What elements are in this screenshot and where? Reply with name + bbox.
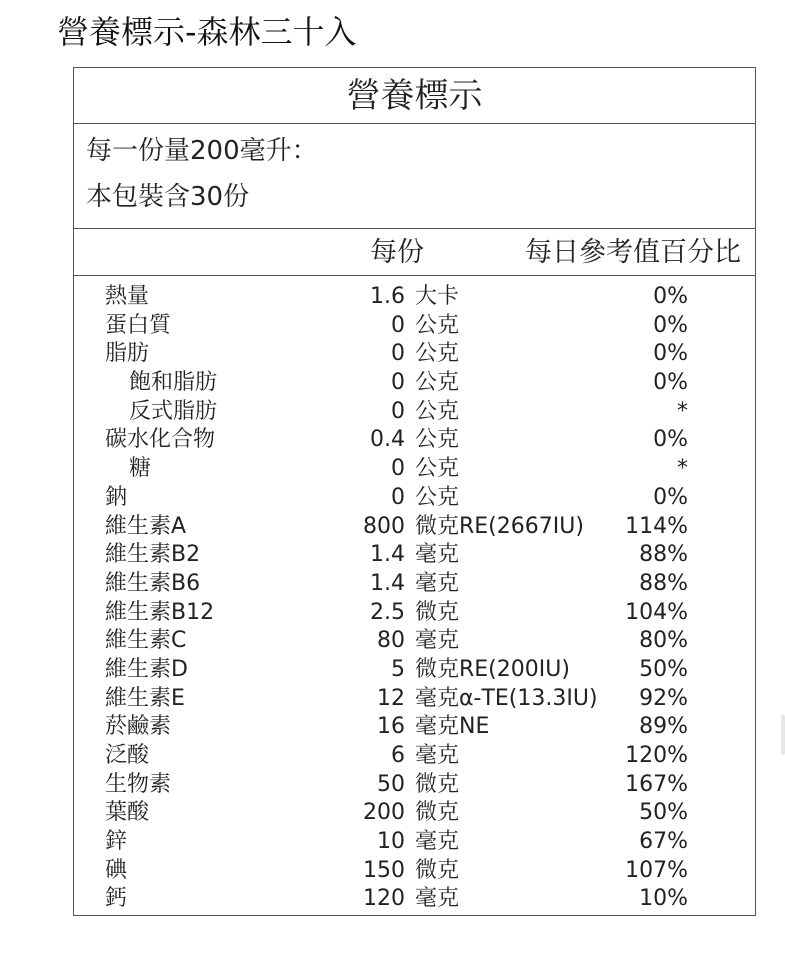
nutrient-daily-value: 80%: [639, 628, 688, 654]
nutrient-row: [74, 828, 755, 857]
nutrient-name: 維生素C: [105, 628, 187, 654]
nutrient-row: [74, 599, 755, 628]
edge-decoration: [781, 715, 785, 755]
nutrient-amount: 120: [363, 886, 405, 912]
nutrient-amount: 5: [391, 656, 405, 682]
nutrient-daily-value: 0%: [653, 341, 688, 367]
nutrient-unit: 微克: [415, 800, 460, 826]
nutrient-amount: 16: [377, 714, 405, 740]
nutrient-unit: 毫克: [415, 628, 460, 654]
nutrient-name: 生物素: [105, 771, 172, 797]
nutrient-unit: 毫克: [415, 570, 460, 596]
nutrient-unit: 毫克: [415, 542, 460, 568]
nutrient-amount: 6: [391, 743, 405, 768]
nutrient-unit: 公克: [415, 427, 460, 453]
nutrient-row: [74, 455, 755, 484]
nutrient-rows: [74, 276, 755, 914]
nutrition-facts-header: 營養標示: [74, 68, 755, 124]
nutrient-unit: 微克RE(2667IU): [415, 513, 584, 539]
nutrient-daily-value: 92%: [639, 685, 688, 711]
nutrient-unit: 微克RE(200IU): [415, 656, 570, 682]
nutrient-amount: 50: [377, 771, 405, 797]
nutrient-name: 蛋白質: [105, 312, 172, 338]
nutrient-daily-value: 120%: [625, 743, 688, 768]
nutrient-unit: 公克: [415, 370, 460, 396]
nutrient-daily-value: 10%: [639, 886, 688, 912]
nutrient-amount: 10: [377, 829, 405, 855]
column-header-row: [74, 229, 755, 276]
nutrient-daily-value: 88%: [639, 570, 688, 596]
nutrient-row: [74, 627, 755, 656]
nutrient-row: [74, 656, 755, 685]
nutrient-daily-value: *: [677, 456, 688, 482]
nutrient-unit: 毫克: [415, 743, 460, 768]
nutrient-amount: 0: [391, 341, 405, 367]
nutrient-daily-value: 50%: [639, 800, 688, 826]
nutrient-unit: 微克: [415, 599, 460, 625]
nutrient-row: [74, 513, 755, 542]
nutrient-unit: 公克: [415, 456, 460, 482]
nutrient-row: [74, 742, 755, 771]
nutrient-amount: 0.4: [370, 427, 405, 453]
nutrient-amount: 200: [363, 800, 405, 826]
nutrient-daily-value: 167%: [625, 771, 688, 797]
nutrient-row: [74, 369, 755, 398]
nutrient-unit: 公克: [415, 341, 460, 367]
nutrient-name: 脂肪: [105, 341, 150, 367]
nutrient-unit: 公克: [415, 312, 460, 338]
nutrient-daily-value: 114%: [625, 513, 688, 539]
nutrient-daily-value: 104%: [625, 599, 688, 625]
nutrient-unit: 公克: [415, 484, 460, 510]
nutrition-facts-table: [73, 67, 756, 916]
nutrient-daily-value: 0%: [653, 370, 688, 396]
nutrient-row: [74, 312, 755, 341]
nutrient-amount: 2.5: [370, 599, 405, 625]
nutrient-row: [74, 340, 755, 369]
nutrient-daily-value: *: [677, 398, 688, 424]
nutrient-amount: 80: [377, 628, 405, 654]
nutrient-name: 維生素B6: [105, 570, 201, 596]
serving-size: 每一份量200毫升：: [86, 136, 318, 166]
nutrient-name: 維生素B2: [105, 542, 201, 568]
servings-per-package: 本包裝含30份: [86, 182, 250, 212]
nutrient-amount: 12: [377, 685, 405, 711]
nutrient-daily-value: 107%: [625, 857, 688, 883]
nutrient-amount: 1.4: [370, 570, 405, 596]
nutrient-name: 飽和脂肪: [129, 370, 218, 396]
nutrient-daily-value: 88%: [639, 542, 688, 568]
nutrient-name: 反式脂肪: [129, 398, 218, 424]
nutrient-name: 碘: [105, 857, 128, 883]
nutrient-unit: 大卡: [415, 284, 460, 309]
nutrient-row: [74, 771, 755, 800]
nutrient-row: [74, 484, 755, 513]
nutrient-name: 鋅: [105, 829, 128, 855]
nutrient-name: 維生素E: [105, 685, 185, 711]
nutrient-daily-value: 67%: [639, 829, 688, 855]
nutrient-amount: 0: [391, 312, 405, 338]
nutrient-amount: 800: [363, 513, 405, 539]
nutrient-row: [74, 713, 755, 742]
nutrient-daily-value: 50%: [639, 656, 688, 682]
nutrient-row: [74, 398, 755, 427]
nutrient-row: [74, 685, 755, 714]
nutrient-amount: 1.6: [370, 284, 405, 309]
nutrient-name: 維生素A: [105, 513, 187, 539]
nutrient-name: 維生素D: [105, 656, 188, 682]
nutrient-amount: 0: [391, 398, 405, 424]
nutrient-amount: 0: [391, 370, 405, 396]
nutrient-unit: 毫克: [415, 829, 460, 855]
nutrient-name: 泛酸: [105, 743, 150, 768]
nutrient-name: 鈉: [105, 484, 128, 510]
nutrient-name: 葉酸: [105, 800, 150, 826]
nutrient-row: [74, 426, 755, 455]
nutrient-unit: 公克: [415, 398, 460, 424]
nutrient-daily-value: 0%: [653, 427, 688, 453]
nutrient-daily-value: 89%: [639, 714, 688, 740]
nutrient-name: 維生素B12: [105, 599, 215, 625]
nutrient-amount: 0: [391, 484, 405, 510]
column-header-per-serving: 每份: [370, 237, 424, 268]
nutrient-unit: 毫克α-TE(13.3IU): [415, 685, 598, 711]
nutrient-unit: 毫克NE: [415, 714, 490, 740]
nutrient-amount: 1.4: [370, 542, 405, 568]
nutrient-row: [74, 885, 755, 914]
nutrient-row: [74, 541, 755, 570]
column-header-daily-value: 每日參考值百分比: [525, 237, 741, 268]
nutrient-unit: 毫克: [415, 886, 460, 912]
nutrient-name: 熱量: [105, 284, 150, 309]
nutrient-daily-value: 0%: [653, 312, 688, 338]
nutrient-row: [74, 799, 755, 828]
nutrient-name: 菸鹼素: [105, 714, 172, 740]
page-title: 營養標示-森林三十入: [57, 13, 357, 51]
nutrient-amount: 150: [363, 857, 405, 883]
nutrient-row: [74, 283, 755, 312]
nutrient-unit: 微克: [415, 771, 460, 797]
nutrient-daily-value: 0%: [653, 284, 688, 309]
nutrient-row: [74, 857, 755, 886]
nutrient-unit: 微克: [415, 857, 460, 883]
serving-info: [74, 124, 755, 229]
nutrient-row: [74, 570, 755, 599]
nutrient-name: 糖: [129, 456, 152, 482]
nutrient-name: 碳水化合物: [105, 427, 216, 453]
nutrient-amount: 0: [391, 456, 405, 482]
nutrient-daily-value: 0%: [653, 484, 688, 510]
nutrient-name: 鈣: [105, 886, 128, 912]
